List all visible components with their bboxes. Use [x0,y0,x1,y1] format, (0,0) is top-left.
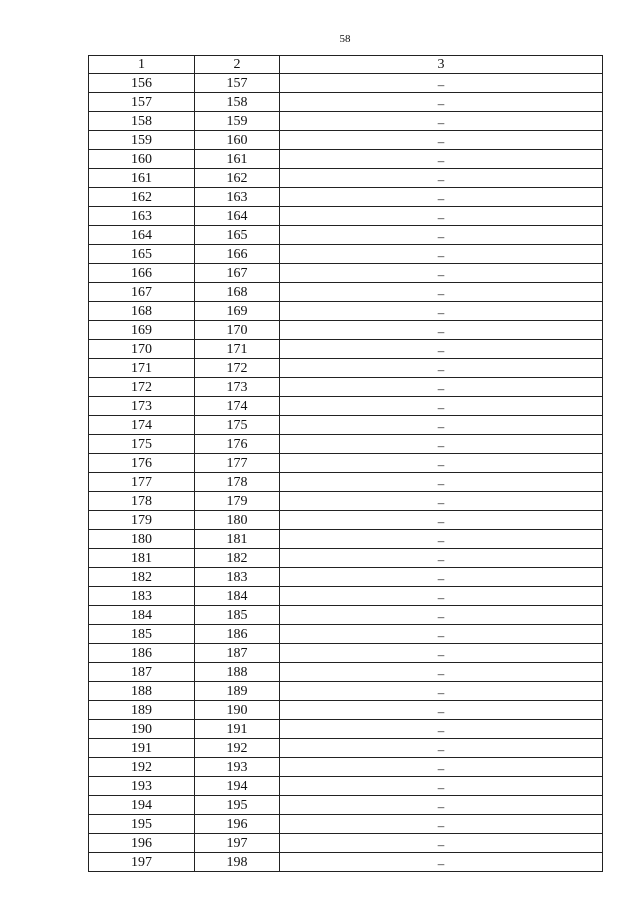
table-cell-col-1: 158 [89,112,195,131]
table-cell-col-2: 189 [195,682,280,701]
dash-mark: – [437,666,445,681]
table-cell-col-2: 188 [195,663,280,682]
table-cell-col-3 [280,473,603,492]
table-row [89,720,603,739]
dash-mark: – [437,495,445,510]
table-body [89,74,603,872]
table-cell-col-1: 165 [89,245,195,264]
table-cell-col-3 [280,815,603,834]
dash-mark: – [437,856,445,871]
table-cell-col-3 [280,435,603,454]
dash-mark: – [437,267,445,282]
table-cell-col-2: 190 [195,701,280,720]
table-cell-col-2: 186 [195,625,280,644]
table-cell-col-3 [280,226,603,245]
table-cell-col-3 [280,530,603,549]
dash-mark: – [437,305,445,320]
table-row [89,283,603,302]
table-cell-col-2: 195 [195,796,280,815]
table-cell-col-1: 181 [89,549,195,568]
dash-mark: – [437,229,445,244]
data-table [88,55,603,872]
table-cell-col-3 [280,245,603,264]
table-row [89,131,603,150]
table-cell-col-2: 172 [195,359,280,378]
table-cell-col-1: 194 [89,796,195,815]
table-cell-col-2: 162 [195,169,280,188]
table-cell-col-1: 168 [89,302,195,321]
table-row [89,264,603,283]
table-cell-col-3 [280,663,603,682]
table-cell-col-1: 182 [89,568,195,587]
table-row [89,454,603,473]
table-cell-col-2: 171 [195,340,280,359]
table-cell-col-3 [280,777,603,796]
table-cell-col-2: 182 [195,549,280,568]
table-cell-col-1: 196 [89,834,195,853]
dash-mark: – [437,400,445,415]
table-cell-col-1: 171 [89,359,195,378]
dash-mark: – [437,115,445,130]
dash-mark: – [437,172,445,187]
table-cell-col-3 [280,188,603,207]
table-cell-col-3 [280,169,603,188]
dash-mark: – [437,647,445,662]
table-row [89,492,603,511]
dash-mark: – [437,609,445,624]
table-cell-col-1: 184 [89,606,195,625]
table-cell-col-2: 184 [195,587,280,606]
table-row [89,397,603,416]
dash-mark: – [437,191,445,206]
table-cell-col-3 [280,359,603,378]
table-row [89,112,603,131]
table-cell-col-2: 193 [195,758,280,777]
table-cell-col-2: 159 [195,112,280,131]
dash-mark: – [437,476,445,491]
table-cell-col-2: 187 [195,644,280,663]
dash-mark: – [437,153,445,168]
table-cell-col-1: 177 [89,473,195,492]
table-cell-col-3 [280,264,603,283]
table-row [89,568,603,587]
dash-mark: – [437,533,445,548]
table-cell-col-3 [280,321,603,340]
table-cell-col-2: 158 [195,93,280,112]
table-cell-col-2: 161 [195,150,280,169]
table-cell-col-1: 164 [89,226,195,245]
table-cell-col-2: 165 [195,226,280,245]
table-header-row [89,56,603,74]
page-number: 58 [339,33,351,45]
table-cell-col-1: 192 [89,758,195,777]
table-row [89,549,603,568]
table-cell-col-1: 187 [89,663,195,682]
table-cell-col-3 [280,454,603,473]
table-cell-col-2: 174 [195,397,280,416]
table-row [89,359,603,378]
table-cell-col-2: 183 [195,568,280,587]
table-cell-col-1: 191 [89,739,195,758]
table-cell-col-1: 185 [89,625,195,644]
column-header-1: 1 [89,56,195,74]
dash-mark: – [437,248,445,263]
table-cell-col-2: 173 [195,378,280,397]
table-cell-col-3 [280,853,603,872]
dash-mark: – [437,286,445,301]
dash-mark: – [437,381,445,396]
dash-mark: – [437,685,445,700]
table-cell-col-3 [280,625,603,644]
table-cell-col-1: 186 [89,644,195,663]
table-cell-col-1: 160 [89,150,195,169]
table-cell-col-2: 179 [195,492,280,511]
table-cell-col-3 [280,378,603,397]
dash-mark: – [437,96,445,111]
table-cell-col-3 [280,739,603,758]
table-cell-col-3 [280,283,603,302]
dash-mark: – [437,343,445,358]
table-row [89,74,603,93]
table-cell-col-2: 175 [195,416,280,435]
table-cell-col-3 [280,549,603,568]
table-cell-col-1: 161 [89,169,195,188]
table-row [89,340,603,359]
table-cell-col-3 [280,834,603,853]
table-cell-col-3 [280,492,603,511]
table-cell-col-1: 156 [89,74,195,93]
table-row [89,435,603,454]
table-cell-col-3 [280,587,603,606]
dash-mark: – [437,761,445,776]
table-row [89,226,603,245]
table-row [89,853,603,872]
table-cell-col-2: 196 [195,815,280,834]
table-row [89,682,603,701]
table-cell-col-1: 159 [89,131,195,150]
table-cell-col-3 [280,606,603,625]
table-row [89,739,603,758]
table-row [89,796,603,815]
dash-mark: – [437,818,445,833]
table-cell-col-1: 174 [89,416,195,435]
dash-mark: – [437,457,445,472]
dash-mark: – [437,134,445,149]
table-cell-col-1: 195 [89,815,195,834]
dash-mark: – [437,571,445,586]
table-cell-col-1: 173 [89,397,195,416]
table-row [89,815,603,834]
table-cell-col-3 [280,131,603,150]
table-cell-col-2: 194 [195,777,280,796]
table-cell-col-2: 168 [195,283,280,302]
dash-mark: – [437,837,445,852]
table-row [89,587,603,606]
table-cell-col-2: 191 [195,720,280,739]
table-row [89,644,603,663]
table-cell-col-3 [280,302,603,321]
table-cell-col-1: 179 [89,511,195,530]
dash-mark: – [437,780,445,795]
dash-mark: – [437,704,445,719]
table-cell-col-3 [280,796,603,815]
table-cell-col-1: 189 [89,701,195,720]
table-cell-col-3 [280,682,603,701]
dash-mark: – [437,799,445,814]
dash-mark: – [437,723,445,738]
table-cell-col-1: 197 [89,853,195,872]
table-cell-col-3 [280,150,603,169]
table-cell-col-3 [280,74,603,93]
table-cell-col-2: 176 [195,435,280,454]
table-cell-col-1: 172 [89,378,195,397]
table-cell-col-3 [280,416,603,435]
column-header-2: 2 [195,56,280,74]
column-header-3: 3 [280,56,603,74]
table-row [89,416,603,435]
dash-mark: – [437,628,445,643]
table-cell-col-2: 198 [195,853,280,872]
table-row [89,701,603,720]
dash-mark: – [437,552,445,567]
table-row [89,530,603,549]
dash-mark: – [437,419,445,434]
table-cell-col-2: 157 [195,74,280,93]
dash-mark: – [437,77,445,92]
table-cell-col-3 [280,720,603,739]
table-cell-col-3 [280,93,603,112]
table-cell-col-2: 166 [195,245,280,264]
table-cell-col-3 [280,644,603,663]
table-row [89,150,603,169]
table-cell-col-1: 166 [89,264,195,283]
table-cell-col-3 [280,207,603,226]
table-cell-col-1: 183 [89,587,195,606]
dash-mark: – [437,210,445,225]
table-row [89,378,603,397]
table-row [89,188,603,207]
table-row [89,777,603,796]
dash-mark: – [437,324,445,339]
table-cell-col-3 [280,758,603,777]
table-cell-col-2: 181 [195,530,280,549]
table-cell-col-1: 176 [89,454,195,473]
table-row [89,169,603,188]
table-row [89,663,603,682]
table-cell-col-1: 170 [89,340,195,359]
dash-mark: – [437,362,445,377]
table-cell-col-2: 169 [195,302,280,321]
table-cell-col-3 [280,112,603,131]
table-cell-col-3 [280,701,603,720]
table-cell-col-2: 167 [195,264,280,283]
dash-mark: – [437,438,445,453]
dash-mark: – [437,514,445,529]
table-cell-col-3 [280,568,603,587]
table-row [89,606,603,625]
table-cell-col-1: 180 [89,530,195,549]
table-cell-col-1: 188 [89,682,195,701]
table-row [89,834,603,853]
table-cell-col-3 [280,340,603,359]
table-cell-col-1: 175 [89,435,195,454]
table-cell-col-1: 157 [89,93,195,112]
table-cell-col-2: 163 [195,188,280,207]
table-cell-col-2: 160 [195,131,280,150]
table-cell-col-1: 169 [89,321,195,340]
table-cell-col-1: 190 [89,720,195,739]
table-cell-col-2: 178 [195,473,280,492]
table-row [89,473,603,492]
table-row [89,511,603,530]
table-cell-col-1: 162 [89,188,195,207]
table-cell-col-2: 177 [195,454,280,473]
dash-mark: – [437,590,445,605]
table-cell-col-1: 163 [89,207,195,226]
table-cell-col-2: 185 [195,606,280,625]
table-row [89,245,603,264]
table-row [89,625,603,644]
table-cell-col-2: 192 [195,739,280,758]
table-cell-col-2: 197 [195,834,280,853]
table-cell-col-2: 180 [195,511,280,530]
table-cell-col-1: 178 [89,492,195,511]
table-row [89,207,603,226]
dash-mark: – [437,742,445,757]
table-row [89,758,603,777]
table-cell-col-2: 164 [195,207,280,226]
table-row [89,321,603,340]
table-row [89,302,603,321]
table-cell-col-3 [280,511,603,530]
table-row [89,93,603,112]
table-cell-col-1: 193 [89,777,195,796]
table-cell-col-1: 167 [89,283,195,302]
table-cell-col-3 [280,397,603,416]
table-cell-col-2: 170 [195,321,280,340]
